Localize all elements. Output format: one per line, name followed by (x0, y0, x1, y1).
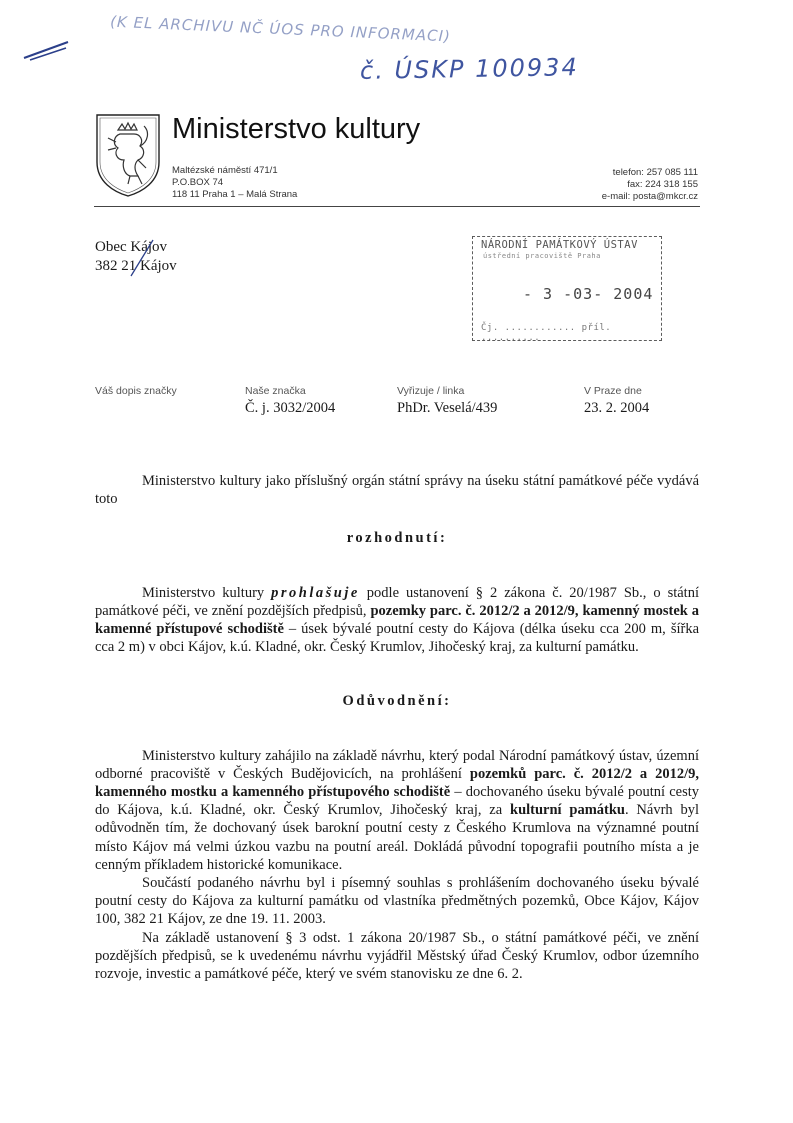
coat-of-arms-logo (94, 112, 162, 198)
intro-paragraph: Ministerstvo kultury jako příslušný orgán státní správy na úseku státní památkové péče vydává toto (95, 473, 699, 508)
ministry-contacts (602, 167, 698, 203)
address-line: P.O.BOX 74 (172, 177, 224, 188)
our-reference (245, 385, 335, 417)
place-date-value: 23. 2. 2004 (584, 400, 650, 416)
consent-paragraph: Součástí podaného návrhu byl i písemný souhlas s prohlášením dochovaného úseku bývalé poutní cesty do Kájova za kulturní památku od vlastníka předmětných pozemků, Obce Kájov, Kájov 100, 382 21 Kájov, ze dne 19. 11. 2003. (95, 875, 699, 928)
reasoning-heading: Odůvodnění: (342, 693, 452, 710)
stamp-registry-line: Čj. ............ příl. .......... (481, 323, 612, 343)
reasoning-paragraph (95, 747, 699, 874)
email-line: e-mail: posta@mkcr.cz (601, 191, 698, 202)
decision-text: podle ustanovení § 2 zákona č. 20/1987 Sb., o státní památkové péči, ve znění pozdějších předpisů, (95, 584, 699, 619)
ministry-address (172, 165, 297, 201)
your-reference-label: Váš dopis značky (95, 385, 177, 397)
place-date-label: V Praze dne (584, 385, 642, 397)
place-and-date (584, 385, 649, 417)
stamp-subtitle: ústřední pracoviště Praha (483, 252, 601, 260)
our-reference-label: Naše značka (245, 385, 306, 397)
phone-line: telefon: 257 085 111 (612, 167, 698, 178)
statement-paragraph: Na základě ustanovení § 3 odst. 1 zákona 20/1987 Sb., o státní památkové péči, ve znění pozdějších předpisů, se k uvedenému návrhu vyjádřil Městský úřad Český Krumlov, odbor územního rozvoje, investic a památkové péče, který ve svém stanovisku ze dne 6. 2. (95, 929, 699, 983)
recipient-address (95, 238, 177, 276)
address-line: 118 11 Praha 1 – Malá Strana (172, 189, 298, 200)
decision-paragraph (95, 584, 699, 657)
ministry-name: Ministerstvo kultury (172, 113, 421, 145)
decision-subject: pozemky parc. č. 2012/2 a 2012/9, kamenný mostek a kamenné přístupové schodiště (95, 602, 699, 638)
header-divider (94, 206, 700, 207)
decision-text: – úsek bývalé poutní cesty do Kájova (délka úseku cca 200 m, šířka cca 2 m) v obci Kájov, k.ú. Kladné, okr. Český Krumlov, Jihočeský kraj, za kulturní památku. (95, 621, 699, 656)
reasoning-text: . Návrh byl odůvodněn tím, že dochovaný úsek barokní poutní cesty z Českého Krumlova na významné poutní místo Kájov má velmi úzkou vazbu na poutní areál. Dokládá původní topografii poutního místa a je cenným příkladem historické komunikace. (95, 802, 700, 873)
stamp-date: - 3 -03- 2004 (523, 285, 654, 303)
reasoning-text: Ministerstvo kultury zahájilo na základě návrhu, který podal Národní památkový ústav, územní odborné pracoviště v Českých Budějovicích, na prohlášení (95, 747, 699, 782)
handwritten-strike-mark (127, 238, 157, 278)
handled-by (397, 385, 497, 417)
reasoning-subject: pozemků parc. č. 2012/2 a 2012/9, kamenného mostku a kamenného přístupového schodiště (95, 765, 699, 801)
handwritten-strike-mark (22, 36, 72, 64)
our-reference-value: Č. j. 3032/2004 (245, 400, 336, 416)
stamp-title: NÁRODNÍ PAMÁTKOVÝ ÚSTAV (481, 239, 638, 251)
your-reference (95, 385, 177, 400)
reasoning-text: – dochovaného úseku bývalé poutní cesty do Kájova, k.ú. Kladné, okr. Český Krumlov, Jihočeský kraj, za (95, 784, 699, 819)
recipient-postcode: 382 21 Kájov (95, 258, 177, 274)
received-stamp (472, 236, 662, 341)
handwritten-reference-number: č. ÚSKP 100934 (359, 53, 579, 85)
recipient-name: Obec Kájov (95, 239, 168, 255)
handled-by-value: PhDr. Veselá/439 (397, 400, 498, 416)
reasoning-subject-monument: kulturní památku (510, 802, 625, 819)
decision-verb: prohlašuje (271, 584, 360, 601)
letter-body (95, 472, 699, 983)
decision-heading: rozhodnutí: (346, 530, 448, 547)
decision-text: Ministerstvo kultury (142, 584, 272, 601)
handwritten-note: (K EL ARCHIVU NČ ÚOS PRO INFORMACI) (109, 12, 452, 46)
address-line: Maltézské náměstí 471/1 (172, 165, 278, 176)
handled-by-label: Vyřizuje / linka (397, 385, 465, 397)
fax-line: fax: 224 318 155 (627, 179, 698, 190)
